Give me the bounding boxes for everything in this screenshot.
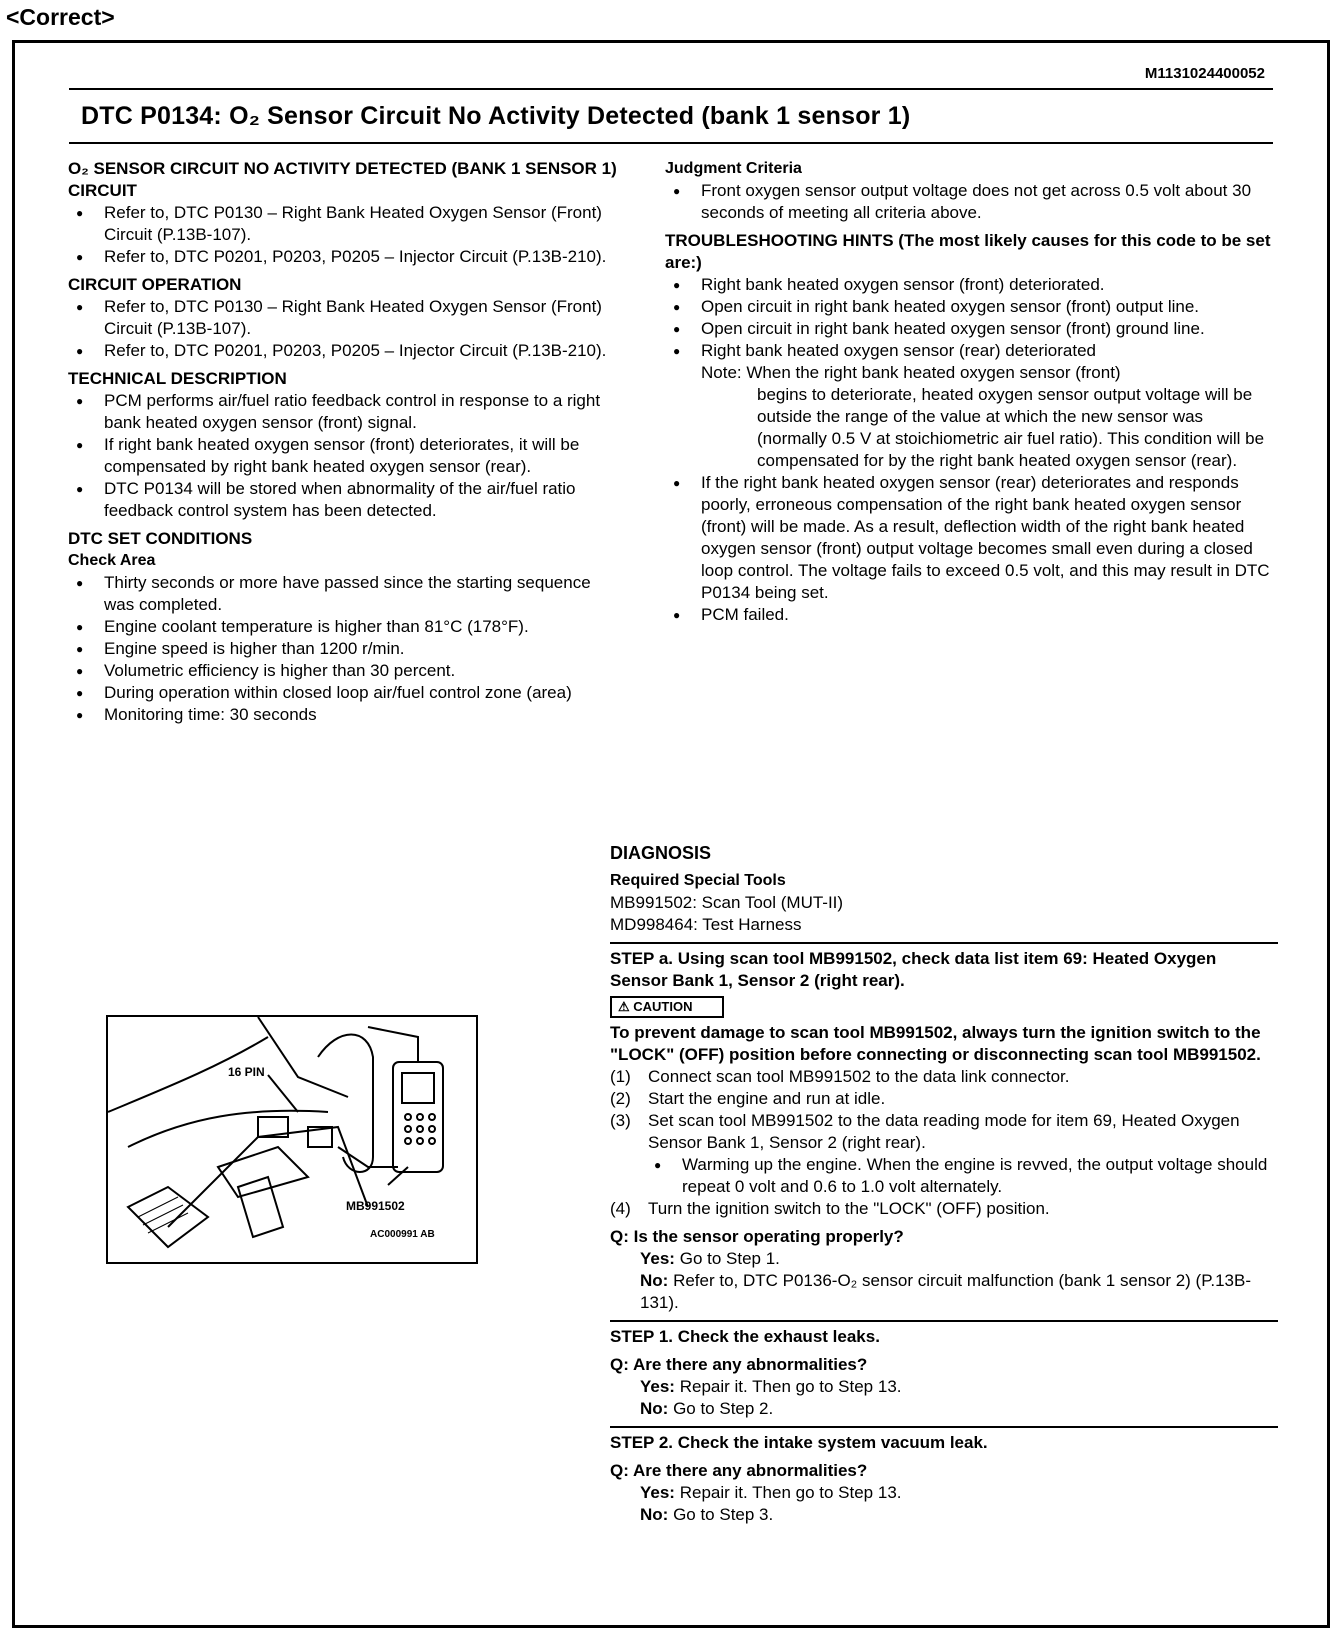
- operation-list: [68, 296, 624, 362]
- procedure-step: [610, 1198, 1278, 1220]
- answer-label: No:: [640, 1271, 669, 1290]
- answer-label: No:: [640, 1399, 669, 1418]
- answer-no: [610, 1504, 1278, 1526]
- answer-text: Repair it. Then go to Step 13.: [679, 1483, 902, 1502]
- caution-text: To prevent damage to scan tool MB991502, always turn the ignition switch to the "LOCK" (OFF) position before connecting or disconnecting scan tool MB991502.: [610, 1023, 1261, 1064]
- answer-label: Yes:: [640, 1483, 675, 1502]
- step-text: Start the engine and run at idle.: [648, 1089, 886, 1108]
- subheading-special-tools: Required Special Tools: [610, 872, 786, 889]
- list-item: ● PCM failed.: [665, 604, 1277, 626]
- procedure-list-continued: [610, 1198, 1278, 1220]
- list-item: ● Warming up the engine. When the engine is revved, the output voltage should repeat 0 volt and 0.6 to 1.0 volt alternately.: [610, 1154, 1278, 1198]
- list-item: ● Monitoring time: 30 seconds: [68, 704, 624, 726]
- left-column: [68, 152, 624, 726]
- pin-label: 16 PIN: [228, 1065, 265, 1079]
- list-item: ● Engine coolant temperature is higher than 81°C (178°F).: [68, 616, 624, 638]
- list-item: ● Volumetric efficiency is higher than 30 percent.: [68, 660, 624, 682]
- note-label: Note:: [701, 363, 742, 382]
- tool-label: MB991502: [346, 1199, 405, 1213]
- answer-label: Yes:: [640, 1249, 675, 1268]
- hints-list: [665, 274, 1277, 362]
- list-item: ● Refer to, DTC P0201, P0203, P0205 – Injector Circuit (P.13B-210).: [68, 340, 624, 362]
- step-number: (2): [610, 1089, 631, 1108]
- diagram-illustration: [108, 1017, 476, 1262]
- procedure-step: [610, 1088, 1278, 1110]
- answer-yes: [610, 1376, 1278, 1398]
- list-item: ● Thirty seconds or more have passed since the starting sequence was completed.: [68, 572, 624, 616]
- answer-text: Go to Step 3.: [673, 1505, 774, 1524]
- note-block: [665, 362, 1277, 384]
- step-2-heading: STEP 2. Check the intake system vacuum leak.: [610, 1433, 988, 1452]
- answer-label: No:: [640, 1505, 669, 1524]
- list-item: ● Right bank heated oxygen sensor (rear) deteriorated: [665, 340, 1277, 362]
- answer-yes: [610, 1482, 1278, 1504]
- note-body: begins to deteriorate, heated oxygen sensor output voltage will be outside the range of the value at which the new sensor was (normally 0.5 V at stoichiometric air fuel ratio). This condition will be compensated for by the right bank heated oxygen sensor (rear).: [757, 385, 1265, 470]
- step-text: Set scan tool MB991502 to the data reading mode for item 69, Heated Oxygen Sensor Bank 1, Sensor 2 (right rear).: [648, 1111, 1240, 1152]
- heading-circuit-operation: CIRCUIT OPERATION: [68, 275, 242, 294]
- list-item: ● If the right bank heated oxygen sensor (rear) deteriorates and responds poorly, erroneous compensation of the right bank heated oxygen sensor (front) will be made. As a result, deflection width of the right bank heated oxygen sensor (front) output voltage becomes small even during a closed loop control. The voltage fails to exceed 0.5 volt, and this may result in DTC P0134 being set.: [665, 472, 1277, 604]
- step-text: Turn the ignition switch to the "LOCK" (OFF) position.: [648, 1199, 1050, 1218]
- tool-line: MD998464: Test Harness: [610, 915, 802, 934]
- answer-no: [610, 1270, 1278, 1314]
- heading-troubleshooting-hints: TROUBLESHOOTING HINTS (The most likely causes for this code to be set are:): [665, 231, 1271, 272]
- step-text: Connect scan tool MB991502 to the data link connector.: [648, 1067, 1070, 1086]
- list-item: ● Right bank heated oxygen sensor (front) deteriorated.: [665, 274, 1277, 296]
- circuit-list: [68, 202, 624, 268]
- procedure-step: [610, 1110, 1278, 1154]
- divider: [610, 1426, 1278, 1428]
- step-number: (3): [610, 1111, 631, 1130]
- tool-line: MB991502: Scan Tool (MUT-II): [610, 893, 844, 912]
- conditions-list: [68, 572, 624, 726]
- heading-technical-description: TECHNICAL DESCRIPTION: [68, 369, 287, 388]
- step-number: (4): [610, 1199, 631, 1218]
- answer-label: Yes:: [640, 1377, 675, 1396]
- question: Q: Is the sensor operating properly?: [610, 1227, 904, 1246]
- hints-list-continued: [665, 472, 1277, 626]
- right-column: [665, 152, 1277, 626]
- list-item: ● Front oxygen sensor output voltage does not get across 0.5 volt about 30 seconds of meeting all criteria above.: [665, 180, 1277, 224]
- subheading-check-area: Check Area: [68, 552, 156, 569]
- answer-text: Go to Step 1.: [679, 1249, 780, 1268]
- heading-dtc-set-conditions: DTC SET CONDITIONS: [68, 529, 253, 548]
- answer-text: Go to Step 2.: [673, 1399, 774, 1418]
- divider: [610, 942, 1278, 944]
- answer-text: Refer to, DTC P0136-O₂ sensor circuit malfunction (bank 1 sensor 2) (P.13B-131).: [640, 1271, 1251, 1312]
- scan-tool-diagram: [106, 1015, 478, 1264]
- answer-no: [610, 1398, 1278, 1420]
- diagnosis-section: [610, 842, 1278, 1526]
- judgment-list: [665, 180, 1277, 224]
- title-bar: [69, 88, 1273, 144]
- question: Q: Are there any abnormalities?: [610, 1355, 868, 1374]
- procedure-list: [610, 1066, 1278, 1154]
- page-title: DTC P0134: O₂ Sensor Circuit No Activity Detected (bank 1 sensor 1): [81, 102, 911, 130]
- caution-badge: ⚠ CAUTION: [610, 996, 724, 1018]
- heading-diagnosis: DIAGNOSIS: [610, 843, 712, 863]
- corner-label: <Correct>: [6, 4, 115, 30]
- figure-code: AC000991 AB: [370, 1229, 435, 1240]
- list-item: ● Refer to, DTC P0130 – Right Bank Heated Oxygen Sensor (Front) Circuit (P.13B-107).: [68, 202, 624, 246]
- step-a-heading: STEP a. Using scan tool MB991502, check data list item 69: Heated Oxygen Sensor Bank 1, Sensor 2 (right rear).: [610, 949, 1217, 990]
- step-number: (1): [610, 1067, 631, 1086]
- divider: [610, 1320, 1278, 1322]
- step-1-heading: STEP 1. Check the exhaust leaks.: [610, 1327, 880, 1346]
- question: Q: Are there any abnormalities?: [610, 1461, 868, 1480]
- list-item: ● Refer to, DTC P0201, P0203, P0205 – Injector Circuit (P.13B-210).: [68, 246, 624, 268]
- doc-id: M1131024400052: [1144, 65, 1265, 82]
- list-item: ● During operation within closed loop air/fuel control zone (area): [68, 682, 624, 704]
- answer-text: Repair it. Then go to Step 13.: [679, 1377, 902, 1396]
- list-item: ● Open circuit in right bank heated oxygen sensor (front) output line.: [665, 296, 1277, 318]
- subheading-judgment: Judgment Criteria: [665, 160, 802, 177]
- heading-circuit: O₂ SENSOR CIRCUIT NO ACTIVITY DETECTED (BANK 1 SENSOR 1) CIRCUIT: [68, 159, 617, 200]
- note-first-line: When the right bank heated oxygen sensor (front): [746, 363, 1121, 382]
- list-item: ● Open circuit in right bank heated oxygen sensor (front) ground line.: [665, 318, 1277, 340]
- list-item: ● DTC P0134 will be stored when abnormality of the air/fuel ratio feedback control system has been detected.: [68, 478, 624, 522]
- list-item: ● If right bank heated oxygen sensor (front) deteriorates, it will be compensated by right bank heated oxygen sensor (rear).: [68, 434, 624, 478]
- list-item: ● PCM performs air/fuel ratio feedback control in response to a right bank heated oxygen sensor (front) signal.: [68, 390, 624, 434]
- procedure-sublist: [610, 1154, 1278, 1198]
- answer-yes: [610, 1248, 1278, 1270]
- technical-list: [68, 390, 624, 522]
- list-item: ● Refer to, DTC P0130 – Right Bank Heated Oxygen Sensor (Front) Circuit (P.13B-107).: [68, 296, 624, 340]
- list-item: ● Engine speed is higher than 1200 r/min.: [68, 638, 624, 660]
- procedure-step: [610, 1066, 1278, 1088]
